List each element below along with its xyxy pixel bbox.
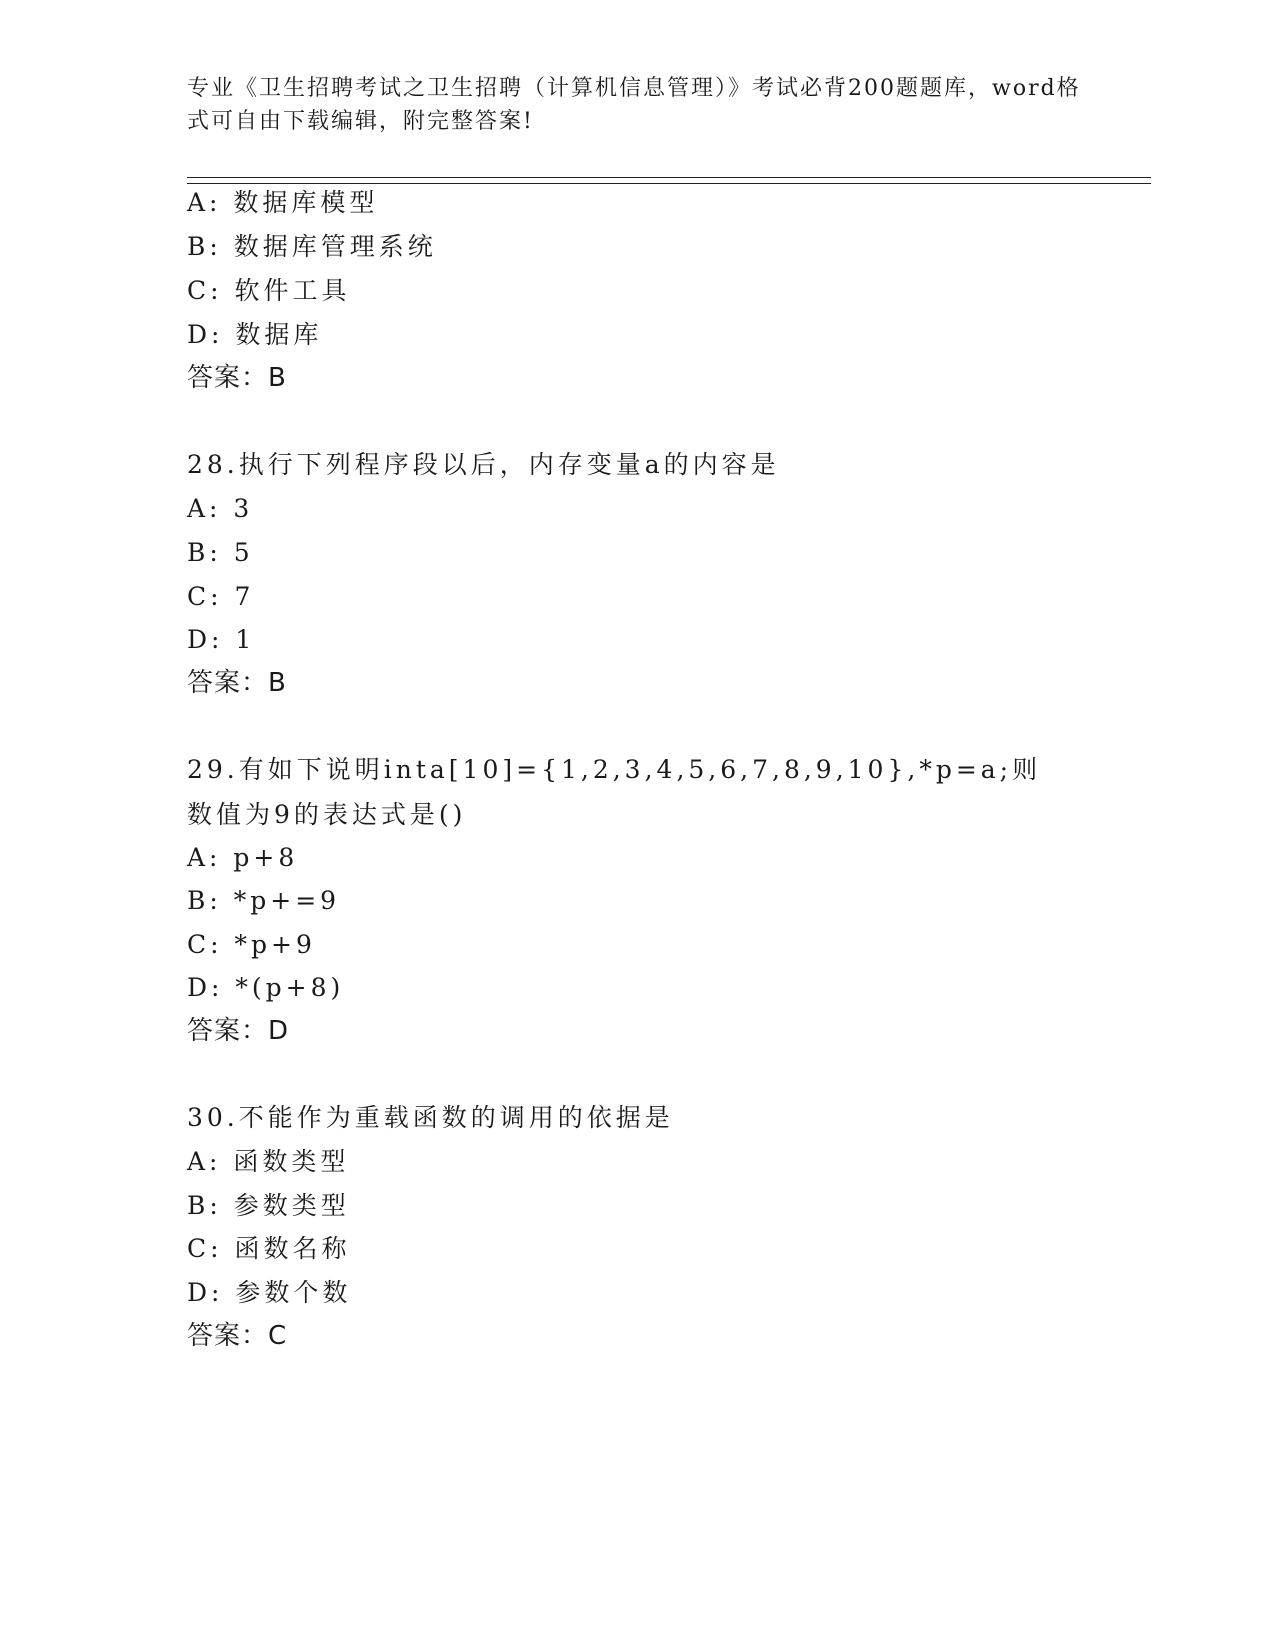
document-header: 专业《卫生招聘考试之卫生招聘（计算机信息管理）》考试必背200题题库，word格式可自由下载编辑，附完整答案! bbox=[187, 76, 1081, 134]
q27-option-c: C: 软件工具 bbox=[187, 276, 351, 305]
q28-answer: 答案：B bbox=[187, 668, 287, 698]
q29-option-d: D: *(p+8) bbox=[187, 973, 345, 1002]
q30-option-c: C: 函数名称 bbox=[187, 1234, 351, 1263]
q30-option-a: A: 函数类型 bbox=[187, 1147, 350, 1176]
q28-option-d: D: 1 bbox=[187, 625, 256, 654]
q30-answer: 答案：C bbox=[187, 1321, 288, 1351]
q28-question: 28.执行下列程序段以后，内存变量a的内容是 bbox=[187, 450, 780, 479]
q27-option-b: B: 数据库管理系统 bbox=[187, 232, 437, 261]
header-divider-top bbox=[187, 177, 1151, 178]
q29-option-c: C: *p+9 bbox=[187, 930, 316, 959]
q28-option-b: B: 5 bbox=[187, 538, 254, 567]
q28-option-c: C: 7 bbox=[187, 582, 255, 611]
q29-option-a: A: p+8 bbox=[187, 843, 299, 872]
q29-answer: 答案：D bbox=[187, 1016, 290, 1046]
q29-option-b: B: *p+=9 bbox=[187, 886, 341, 915]
q28-option-a: A: 3 bbox=[187, 494, 254, 523]
q27-answer: 答案：B bbox=[187, 363, 287, 393]
q30-question: 30.不能作为重载函数的调用的依据是 bbox=[187, 1103, 674, 1132]
q30-option-d: D: 参数个数 bbox=[187, 1278, 352, 1307]
q29-question: 29.有如下说明inta[10]={1,2,3,4,5,6,7,8,9,10},*p=a;则数值为9的表达式是() bbox=[187, 755, 1042, 829]
header-divider-bottom bbox=[187, 183, 1151, 184]
q27-option-d: D: 数据库 bbox=[187, 320, 323, 349]
q27-option-a: A: 数据库模型 bbox=[187, 188, 379, 217]
q30-option-b: B: 参数类型 bbox=[187, 1191, 350, 1220]
